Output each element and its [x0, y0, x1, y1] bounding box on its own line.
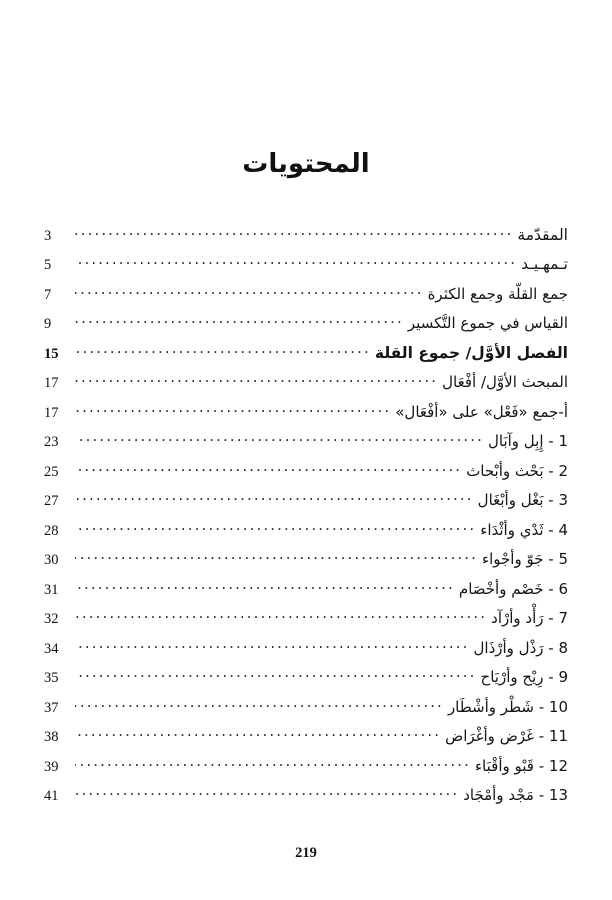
toc-entry-title: أ-جمع «فَعْل» على «أفْعَال» [395, 402, 568, 421]
dot-leader [75, 224, 513, 240]
toc-entry[interactable] [44, 430, 568, 460]
toc-entry-page-number: 17 [44, 404, 59, 421]
toc-entry[interactable] [44, 312, 568, 342]
dot-leader [75, 755, 471, 771]
dot-leader [75, 460, 462, 476]
toc-entry[interactable] [44, 342, 568, 372]
toc-entry-list [44, 224, 568, 814]
toc-entry-page-number: 7 [44, 286, 52, 303]
dot-leader [75, 371, 438, 387]
toc-entry-page-number: 25 [44, 463, 59, 480]
toc-entry[interactable] [44, 401, 568, 431]
toc-entry[interactable] [44, 460, 568, 490]
toc-entry[interactable] [44, 578, 568, 608]
toc-entry[interactable] [44, 755, 568, 785]
toc-entry-page-number: 23 [44, 434, 59, 451]
dot-leader [75, 312, 404, 328]
toc-entry-title: 8 - رَذْل وأرْذَال [473, 638, 568, 657]
dot-leader [75, 607, 487, 623]
toc-entry-page-number: 9 [44, 316, 52, 333]
toc-entry-title: 3 - بَغْل وأبْغَال [477, 491, 568, 510]
toc-entry-title: 13 - مَجْد وأمْجَاد [463, 786, 568, 805]
toc-entry-page-number: 41 [44, 788, 59, 805]
dot-leader [75, 430, 484, 446]
toc-entry-page-number: 5 [44, 257, 52, 274]
toc-entry-title: 6 - خَصْم وأخْصَام [458, 579, 568, 598]
page-folio-number: 219 [295, 845, 317, 861]
dot-leader [75, 784, 459, 800]
toc-entry-title: 11 - غَرْض وأغْرَاض [445, 727, 568, 746]
toc-entry-page-number: 34 [44, 640, 59, 657]
toc-entry-title: القياس في جموع التَّكسير [407, 314, 568, 333]
toc-entry-title: 5 - جَوّ وأجْواء [482, 550, 568, 569]
toc-entry[interactable] [44, 489, 568, 519]
toc-entry-page-number: 35 [44, 670, 59, 687]
toc-entry[interactable] [44, 607, 568, 637]
toc-entry-title: المبحث الأوَّل/ أفْعَال [442, 373, 568, 392]
dot-leader [75, 578, 455, 594]
toc-entry-title: 10 - شَطْر وأشْطَار [447, 697, 568, 716]
toc-entry[interactable] [44, 637, 568, 667]
toc-entry-title: 2 - بَحْث وأبْحاث [466, 461, 568, 480]
toc-entry[interactable] [44, 253, 568, 283]
toc-entry-title: 7 - رَأْد وأرْآد [491, 609, 568, 628]
toc-entry-page-number: 30 [44, 552, 59, 569]
toc-entry[interactable] [44, 371, 568, 401]
toc-entry[interactable] [44, 725, 568, 755]
dot-leader [75, 283, 424, 299]
toc-entry-title: المقدّمة [517, 225, 568, 244]
toc-entry-page-number: 15 [44, 345, 59, 362]
dot-leader [75, 253, 517, 269]
page-title: المحتويات [242, 149, 370, 179]
dot-leader [75, 725, 441, 741]
dot-leader [75, 401, 391, 417]
toc-entry[interactable] [44, 224, 568, 254]
toc-entry-title: جمع القلّة وجمع الكثرة [427, 284, 568, 303]
toc-entry[interactable] [44, 519, 568, 549]
toc-entry-page-number: 27 [44, 493, 59, 510]
toc-entry-page-number: 17 [44, 375, 59, 392]
toc-entry-page-number: 32 [44, 611, 59, 628]
dot-leader [75, 696, 444, 712]
toc-entry-page-number: 28 [44, 522, 59, 539]
toc-entry-page-number: 31 [44, 581, 59, 598]
toc-entry-page-number: 3 [44, 227, 52, 244]
toc-entry[interactable] [44, 784, 568, 814]
toc-entry[interactable] [44, 696, 568, 726]
toc-entry-title: تـمهـيـد [521, 255, 568, 274]
toc-entry[interactable] [44, 666, 568, 696]
toc-entry[interactable] [44, 548, 568, 578]
toc-entry-page-number: 39 [44, 758, 59, 775]
dot-leader [75, 519, 476, 535]
toc-entry-title: 1 - إِبِل وآبَال [487, 432, 568, 451]
dot-leader [75, 489, 474, 505]
dot-leader [75, 342, 371, 358]
toc-entry[interactable] [44, 283, 568, 313]
toc-entry-page-number: 38 [44, 729, 59, 746]
toc-entry-title: 4 - ثَدْي وأثْدَاء [480, 520, 568, 539]
dot-leader [75, 666, 477, 682]
toc-entry-title: 9 - رِيْح وأرْيَاح [480, 668, 568, 687]
dot-leader [75, 548, 478, 564]
toc-entry-title: 12 - قَبْو وأقْبَاء [475, 756, 568, 775]
toc-entry-page-number: 37 [44, 699, 59, 716]
toc-entry-title: الفصل الأوَّل/ جموع القلة [374, 343, 568, 362]
dot-leader [75, 637, 470, 653]
